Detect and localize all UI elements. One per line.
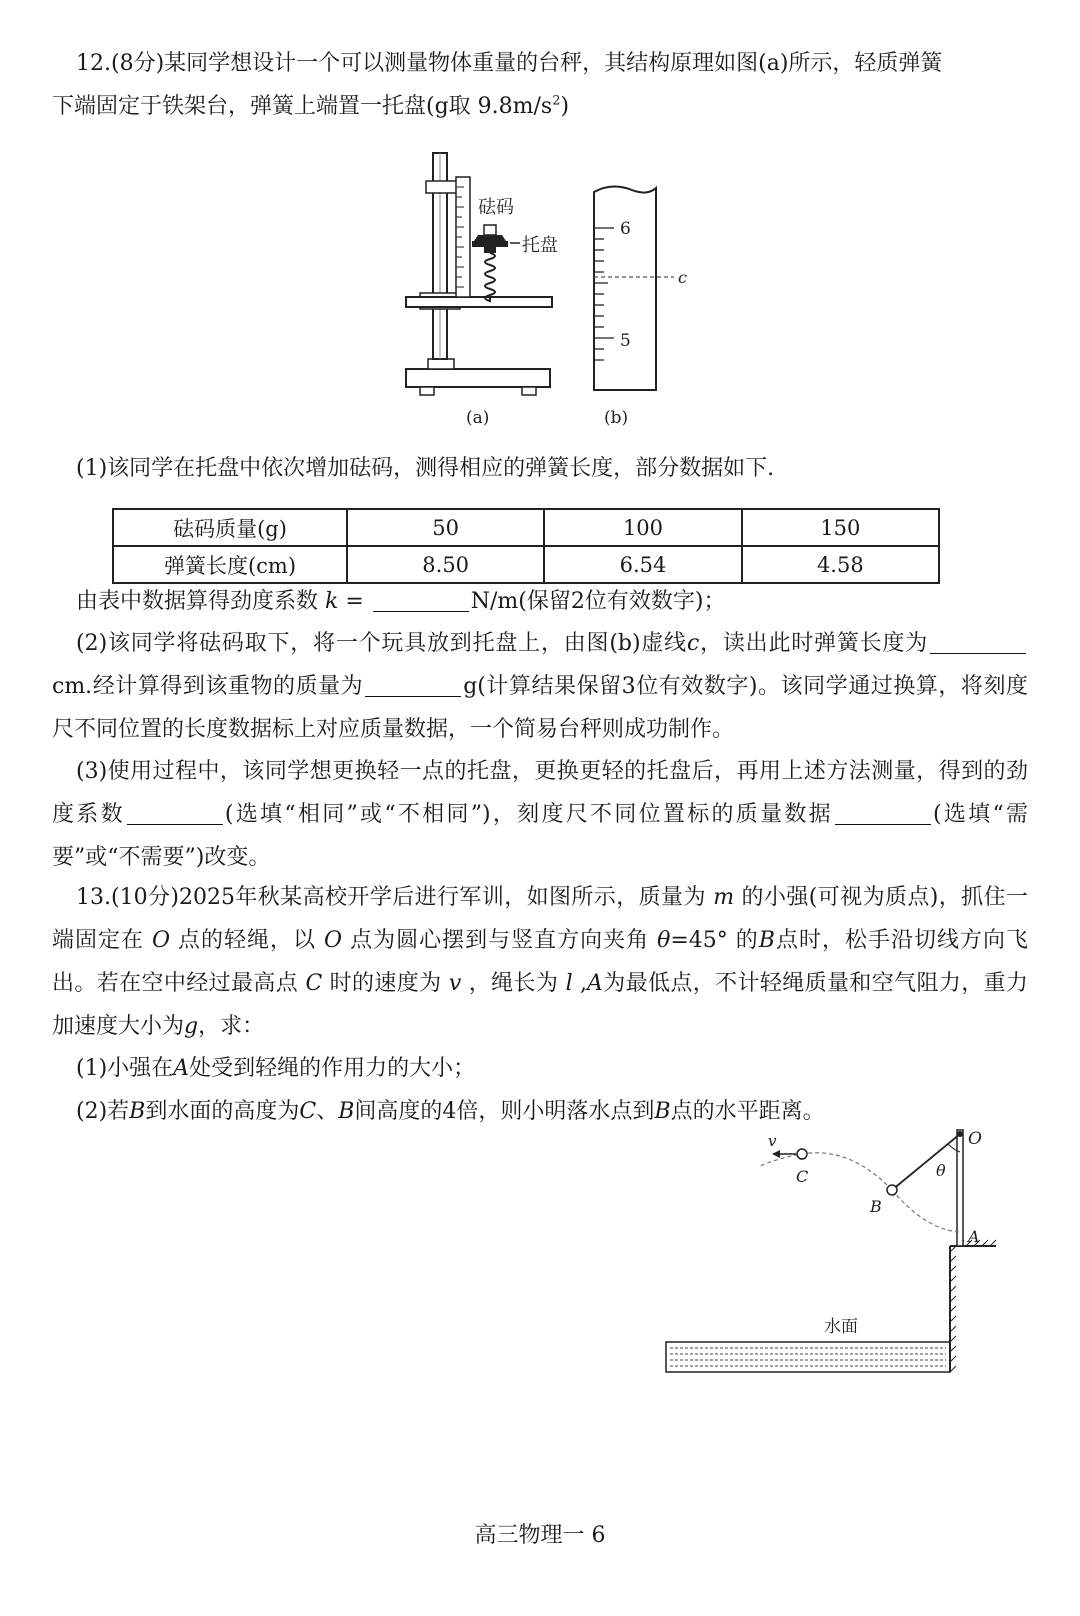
swing-arc: [892, 1190, 960, 1232]
q12-part2: (2)该同学将砝码取下，将一个玩具放到托盘上，由图(b)虚线c，读出此时弹簧长度为cm.经计算得到该重物的质量为 g(计算结果保留3位有效数字)。该同学通过换算，将刻度尺不同位置的长度数据标上对应质量数据，一个简易台秤则成功制作。: [52, 631, 1028, 742]
label-A: A: [968, 1227, 980, 1246]
tick-5: 5: [620, 331, 631, 351]
platform: [406, 297, 552, 307]
figure-b-ruler: [592, 180, 702, 436]
figure-a-spring-scale: [398, 145, 558, 435]
label-weight: 砝码: [478, 197, 514, 218]
figure-q13-swing: [660, 1122, 1010, 1384]
rope: [892, 1134, 960, 1190]
label-tray: 托盘: [522, 235, 558, 256]
label-v: v: [768, 1132, 777, 1150]
label-C: C: [796, 1167, 809, 1186]
q12-intro-line2: 下端固定于铁架台，弹簧上端置一托盘(g取 $9.8m/s^2$): [52, 93, 570, 119]
label-B: B: [870, 1197, 882, 1216]
flight-path: [760, 1153, 892, 1190]
q12-part1: (1)该同学在托盘中依次增加砝码，测得相应的弹簧长度，部分数据如下.: [76, 456, 775, 481]
answer-blank[interactable]: [373, 589, 469, 612]
answer-blank[interactable]: [365, 674, 461, 697]
q12-calc-k: 由表中数据算得劲度系数 k = N/m(保留2位有效数字)；: [76, 589, 726, 614]
answer-blank[interactable]: [930, 631, 1026, 654]
data-table: [112, 508, 940, 584]
label-theta: θ: [936, 1161, 946, 1180]
spring: [485, 253, 495, 301]
point-B: [887, 1185, 897, 1195]
stand-base: [406, 369, 550, 387]
pole: [957, 1130, 963, 1246]
answer-blank[interactable]: [835, 802, 931, 825]
table-row: 弹簧长度(cm) 8.50 6.54 4.58: [113, 546, 939, 583]
point-C: [797, 1149, 807, 1159]
tray-top: [474, 235, 506, 241]
label-c: c: [678, 268, 687, 287]
tick-6: 6: [620, 219, 631, 239]
weight: [484, 225, 496, 235]
q13-part2: (2)若B到水面的高度为C、B间高度的4倍，则小明落水点到B点的水平距离。: [76, 1099, 825, 1124]
answer-blank[interactable]: [127, 802, 223, 825]
label-O: O: [968, 1129, 982, 1149]
q12-intro-line1: 12.(8分)某同学想设计一个可以测量物体重量的台秤，其结构原理如图(a)所示，轻质弹簧: [76, 51, 943, 76]
q12-part3: (3)使用过程中，该同学想更换轻一点的托盘，更换更轻的托盘后，再用上述方法测量，得到的劲度系数 (选填“相同”或“不相同”)，刻度尺不同位置标的质量数据 (选填“需要”或“不需要”)改变。: [52, 759, 1028, 870]
page-footer: 高三物理一 6: [474, 1523, 606, 1548]
table-row: 砝码质量(g) 50 100 150: [113, 509, 939, 546]
water-area: [666, 1342, 950, 1372]
label-water: 水面: [824, 1317, 858, 1337]
q13-intro: 13.(10分)2025年秋某高校开学后进行军训，如图所示，质量为 m 的小强(可视为质点)，抓住一端固定在 O 点的轻绳，以 O 点为圆心摆到与竖直方向夹角 θ=45° 的B点时，松手沿切线方向飞出。若在空中经过最高点 C 时的速度为 v ，绳长为 l ,A为最低点，不计轻绳质量和空气阻力，重力加速度大小为g，求：: [52, 885, 1028, 1039]
q13-part1: (1)小强在A处受到轻绳的作用力的大小；: [76, 1056, 476, 1081]
caption-b: (b): [604, 408, 629, 428]
caption-a: (a): [466, 408, 490, 428]
